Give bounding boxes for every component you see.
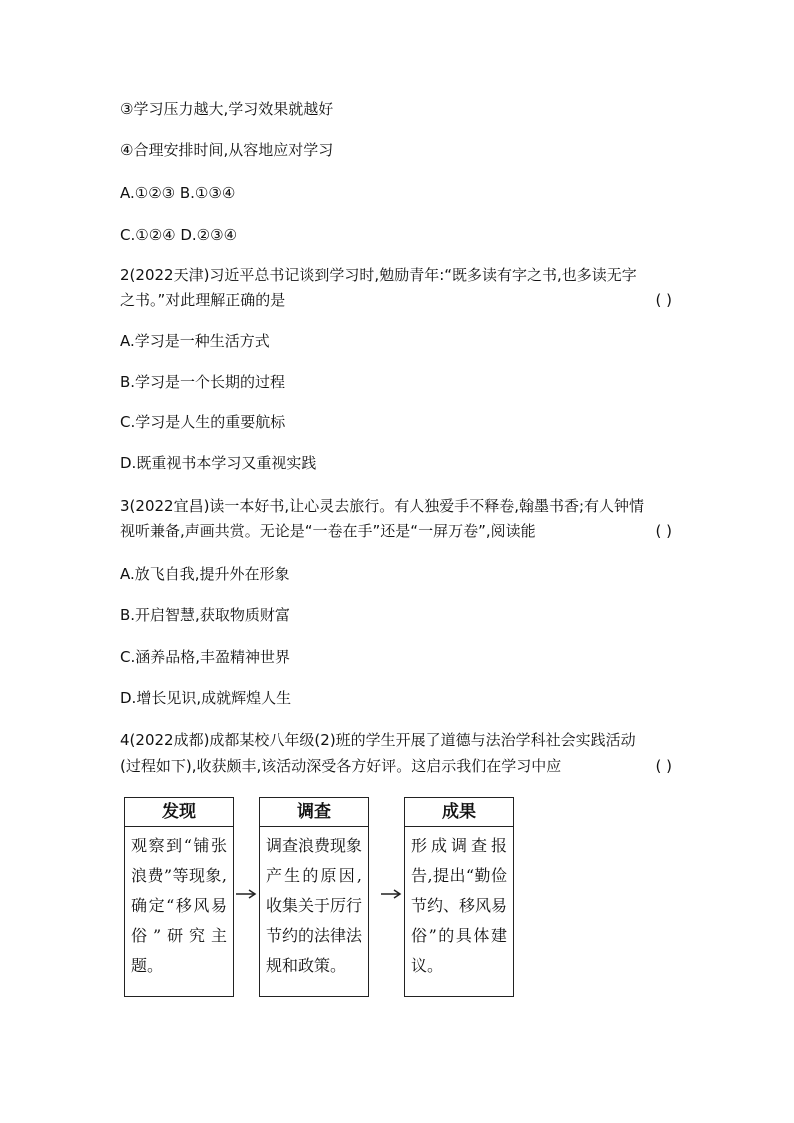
q2-option-a: A.学习是一种生活方式: [120, 332, 270, 350]
flow-box-result-text: 形成调查报告,提出“勤俭节约、移风易俗”的具体建议。: [411, 836, 508, 975]
flow-arrow-1: [236, 887, 258, 901]
q4-stem-line2: (过程如下),收获颇丰,该活动深受各方好评。这启示我们在学习中应: [120, 757, 562, 775]
q2-option-c: C.学习是人生的重要航标: [120, 413, 286, 431]
q3-option-a: A.放飞自我,提升外在形象: [120, 565, 290, 583]
flow-arrow-2: [381, 887, 403, 901]
q3-answer-paren[interactable]: ( ): [655, 522, 672, 540]
flow-box-survey: [259, 797, 369, 997]
choices-ab: A.①②③ B.①③④: [120, 184, 236, 202]
flow-box-discover-title: 发现: [125, 798, 233, 827]
q3-option-c: C.涵养品格,丰盈精神世界: [120, 648, 291, 666]
q3-stem-line1: 3(2022宜昌)读一本好书,让心灵去旅行。有人独爱手不释卷,翰墨书香;有人钟情: [120, 497, 645, 515]
flow-box-result: [404, 797, 514, 997]
flow-box-survey-title: 调查: [260, 798, 368, 827]
q3-option-b: B.开启智慧,获取物质财富: [120, 606, 290, 624]
q2-option-b: B.学习是一个长期的过程: [120, 373, 286, 391]
q3-option-d: D.增长见识,成就辉煌人生: [120, 689, 292, 707]
q4-stem-line1: 4(2022成都)成都某校八年级(2)班的学生开展了道德与法治学科社会实践活动: [120, 731, 636, 749]
option-3: ③学习压力越大,学习效果就越好: [120, 100, 334, 118]
q2-stem-line2: 之书。”对此理解正确的是: [120, 291, 286, 309]
flow-box-survey-text: 调查浪费现象产生的原因,收集关于厉行节约的法律法规和政策。: [266, 836, 363, 975]
q2-stem-line1: 2(2022天津)习近平总书记谈到学习时,勉励青年:“既多读有字之书,也多读无字: [120, 266, 637, 284]
choices-cd: C.①②④ D.②③④: [120, 226, 238, 244]
option-4: ④合理安排时间,从容地应对学习: [120, 141, 334, 159]
q2-option-d: D.既重视书本学习又重视实践: [120, 454, 317, 472]
flow-box-discover: [124, 797, 234, 997]
q2-answer-paren[interactable]: ( ): [655, 291, 672, 309]
flow-box-result-title: 成果: [405, 798, 513, 827]
flow-box-discover-text: 观察到“铺张浪费”等现象,确定“移风易俗”研究主题。: [131, 836, 227, 975]
q3-stem-line2: 视听兼备,声画共赏。无论是“一卷在手”还是“一屏万卷”,阅读能: [120, 522, 536, 540]
q4-answer-paren[interactable]: ( ): [655, 757, 672, 775]
